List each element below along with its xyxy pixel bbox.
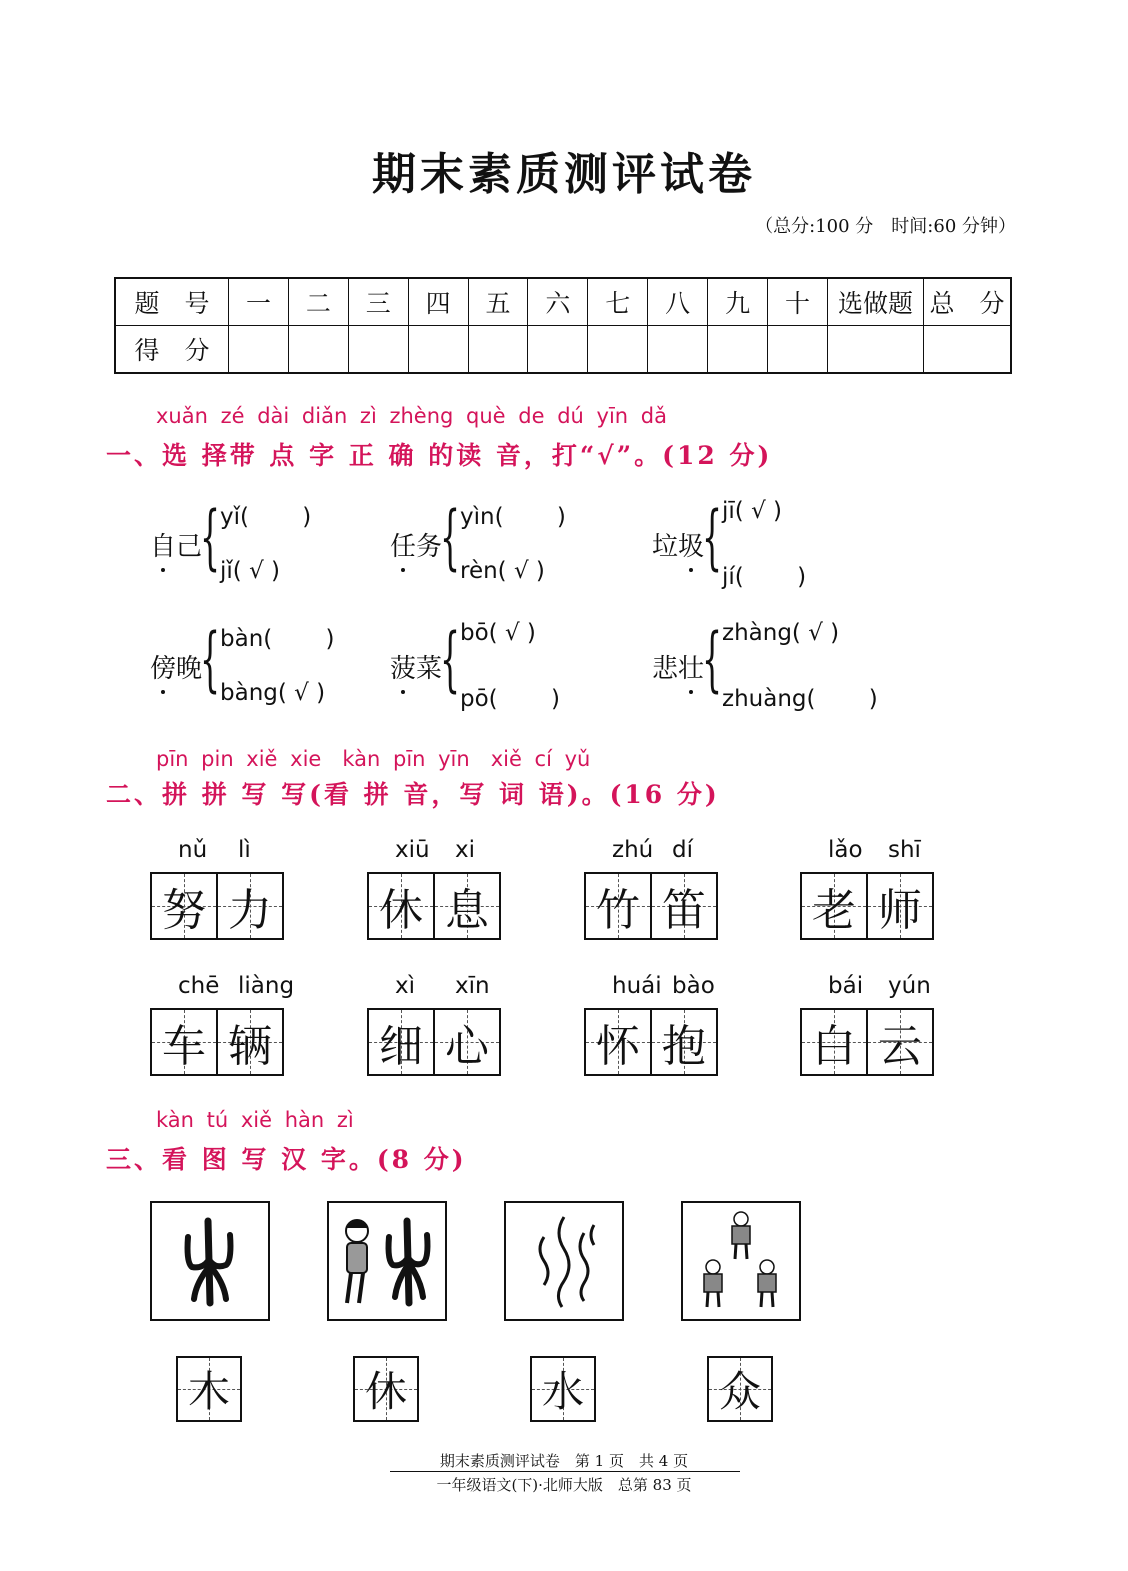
score-input-cell[interactable] bbox=[528, 326, 588, 374]
answer-char: 休 bbox=[379, 885, 423, 936]
score-header-cell: 总 分 bbox=[924, 278, 1012, 326]
score-input-cell[interactable] bbox=[924, 326, 1012, 374]
word-char: 菠 bbox=[390, 654, 417, 684]
answer-char: 竹 bbox=[596, 885, 640, 936]
tianzige-cell[interactable] bbox=[802, 874, 866, 938]
tianzige-box[interactable] bbox=[150, 1008, 284, 1076]
score-header-cell: 二 bbox=[288, 278, 348, 326]
word-char: 菜 bbox=[416, 654, 443, 684]
answer-char: 白 bbox=[812, 1021, 856, 1072]
pinyin-syllable: zhú bbox=[612, 837, 654, 863]
answer-box[interactable] bbox=[353, 1356, 419, 1422]
word-item bbox=[652, 526, 704, 563]
word-item bbox=[390, 648, 442, 685]
pinyin-syllable: lì bbox=[238, 837, 251, 863]
pinyin-syllable: xiū bbox=[395, 837, 430, 863]
footer-divider bbox=[390, 1471, 740, 1472]
answer-box[interactable] bbox=[707, 1356, 773, 1422]
reading-option[interactable]: yìn( ) bbox=[460, 504, 566, 530]
tianzige-cell[interactable] bbox=[586, 874, 650, 938]
answer-char: 车 bbox=[162, 1021, 206, 1072]
word-char: 晚 bbox=[176, 654, 203, 684]
answer-char: 老 bbox=[812, 885, 856, 936]
word-char: 圾 bbox=[678, 532, 705, 562]
score-input-cell[interactable] bbox=[229, 326, 289, 374]
score-table-header-row bbox=[115, 278, 1011, 326]
answer-char: 力 bbox=[228, 885, 272, 936]
reading-option[interactable]: jī( √ ) bbox=[722, 498, 783, 524]
tianzige-box[interactable] bbox=[584, 1008, 718, 1076]
score-input-cell[interactable] bbox=[648, 326, 708, 374]
tianzige-cell[interactable] bbox=[802, 1010, 866, 1074]
reading-option[interactable]: pō( ) bbox=[460, 686, 560, 712]
answer-char: 息 bbox=[445, 885, 489, 936]
score-header-cell: 九 bbox=[708, 278, 768, 326]
score-input-cell[interactable] bbox=[288, 326, 348, 374]
score-header-cell: 六 bbox=[528, 278, 588, 326]
word-item bbox=[150, 526, 202, 563]
score-header-cell: 五 bbox=[468, 278, 528, 326]
pinyin-syllable: shī bbox=[888, 837, 921, 863]
answer-char: 云 bbox=[878, 1021, 922, 1072]
reading-option[interactable]: jǐ( √ ) bbox=[220, 558, 281, 584]
pinyin-syllable: liàng bbox=[238, 973, 295, 999]
answer-box[interactable] bbox=[530, 1356, 596, 1422]
score-input-cell[interactable] bbox=[828, 326, 924, 374]
score-header-cell: 选做题 bbox=[828, 278, 924, 326]
answer-char: 休 bbox=[364, 1367, 407, 1416]
tianzige-cell[interactable] bbox=[216, 1010, 282, 1074]
tianzige-cell[interactable] bbox=[650, 1010, 716, 1074]
answer-char: 辆 bbox=[228, 1021, 272, 1072]
word-item bbox=[652, 648, 704, 685]
tianzige-cell[interactable] bbox=[216, 874, 282, 938]
score-input-cell[interactable] bbox=[348, 326, 408, 374]
answer-char: 师 bbox=[878, 885, 922, 936]
section2-pinyin: pīn pin xiě xie kàn pīn yīn xiě cí yǔ bbox=[156, 747, 591, 771]
word-char: 自 bbox=[150, 532, 177, 562]
answer-char: 心 bbox=[445, 1021, 489, 1072]
tianzige-cell[interactable] bbox=[433, 874, 499, 938]
score-row-label: 得 分 bbox=[115, 326, 229, 374]
score-input-cell[interactable] bbox=[408, 326, 468, 374]
answer-char: 众 bbox=[718, 1367, 761, 1416]
pinyin-syllable: xì bbox=[395, 973, 416, 999]
tianzige-cell[interactable] bbox=[866, 1010, 932, 1074]
word-char: 壮 bbox=[678, 654, 705, 684]
answer-char: 努 bbox=[162, 885, 206, 936]
tianzige-box[interactable] bbox=[800, 872, 934, 940]
pinyin-syllable: xīn bbox=[455, 973, 490, 999]
answer-box[interactable] bbox=[176, 1356, 242, 1422]
score-header-cell: 三 bbox=[348, 278, 408, 326]
pinyin-syllable: huái bbox=[612, 973, 662, 999]
score-input-cell[interactable] bbox=[708, 326, 768, 374]
reading-option[interactable]: bàn( ) bbox=[220, 626, 335, 652]
score-header-cell: 一 bbox=[229, 278, 289, 326]
footer-line2: 一年级语文(下)·北师大版 总第 83 页 bbox=[436, 1476, 692, 1494]
tianzige-box[interactable] bbox=[584, 872, 718, 940]
tianzige-box[interactable] bbox=[800, 1008, 934, 1076]
reading-option[interactable]: bō( √ ) bbox=[460, 620, 536, 646]
tianzige-cell[interactable] bbox=[650, 874, 716, 938]
pinyin-syllable: yún bbox=[888, 973, 931, 999]
pinyin-syllable: nǔ bbox=[178, 837, 208, 863]
pinyin-syllable: bào bbox=[672, 973, 715, 999]
score-header-cell: 十 bbox=[768, 278, 828, 326]
reading-option[interactable]: jí( ) bbox=[722, 564, 807, 590]
section3-pinyin: kàn tú xiě hàn zì bbox=[156, 1108, 354, 1132]
brace: { bbox=[440, 496, 461, 578]
answer-char: 怀 bbox=[596, 1021, 640, 1072]
tianzige-cell[interactable] bbox=[369, 874, 433, 938]
reading-option[interactable]: zhuàng( ) bbox=[722, 686, 878, 712]
pinyin-syllable: chē bbox=[178, 973, 220, 999]
exam-meta: （总分:100 分 时间:60 分钟） bbox=[755, 216, 1016, 237]
score-header-cell: 题 号 bbox=[115, 278, 229, 326]
pictograph-wood-image bbox=[150, 1201, 270, 1321]
section3-heading: 三、看 图 写 汉 字。(8 分) bbox=[106, 1145, 467, 1174]
tianzige-cell[interactable] bbox=[433, 1010, 499, 1074]
answer-char: 木 bbox=[187, 1367, 230, 1416]
three-people-image bbox=[681, 1201, 801, 1321]
score-header-cell: 四 bbox=[408, 278, 468, 326]
answer-char: 抱 bbox=[662, 1021, 706, 1072]
tianzige-cell[interactable] bbox=[152, 1010, 216, 1074]
score-table bbox=[114, 277, 1012, 374]
pinyin-syllable: lǎo bbox=[828, 837, 863, 863]
word-char: 任 bbox=[390, 532, 417, 562]
answer-char: 水 bbox=[541, 1367, 584, 1416]
brace: { bbox=[702, 618, 723, 700]
reading-option[interactable]: bàng( √ ) bbox=[220, 680, 326, 706]
word-item bbox=[390, 526, 442, 563]
brace: { bbox=[200, 496, 221, 578]
word-char: 悲 bbox=[652, 654, 679, 684]
tianzige-box[interactable] bbox=[367, 872, 501, 940]
pinyin-syllable: dí bbox=[672, 837, 693, 863]
word-char: 垃 bbox=[652, 532, 679, 562]
brace: { bbox=[440, 618, 461, 700]
score-header-cell: 七 bbox=[588, 278, 648, 326]
word-char: 务 bbox=[416, 532, 443, 562]
word-char: 傍 bbox=[150, 654, 177, 684]
tianzige-box[interactable] bbox=[150, 872, 284, 940]
page-title: 期末素质测评试卷 bbox=[372, 149, 756, 200]
score-input-cell[interactable] bbox=[768, 326, 828, 374]
score-input-cell[interactable] bbox=[588, 326, 648, 374]
score-table-score-row bbox=[115, 326, 1011, 374]
answer-char: 笛 bbox=[662, 885, 706, 936]
tianzige-cell[interactable] bbox=[866, 874, 932, 938]
section2-heading: 二、拼 拼 写 写(看 拼 音，写 词 语)。(16 分) bbox=[106, 780, 720, 809]
word-char: 己 bbox=[176, 532, 203, 562]
section1-pinyin: xuǎn zé dài diǎn zì zhèng què de dú yīn dǎ bbox=[156, 404, 667, 428]
brace: { bbox=[702, 496, 723, 578]
footer-line1: 期末素质测评试卷 第 1 页 共 4 页 bbox=[439, 1452, 689, 1470]
score-header-cell: 八 bbox=[648, 278, 708, 326]
reading-option[interactable]: rèn( √ ) bbox=[460, 558, 545, 584]
pinyin-syllable: bái bbox=[828, 973, 864, 999]
brace: { bbox=[200, 618, 221, 700]
person-tree-image bbox=[327, 1201, 447, 1321]
reading-option[interactable]: zhàng( √ ) bbox=[722, 620, 840, 646]
score-input-cell[interactable] bbox=[468, 326, 528, 374]
tianzige-box[interactable] bbox=[367, 1008, 501, 1076]
word-item bbox=[150, 648, 202, 685]
answer-char: 细 bbox=[379, 1021, 423, 1072]
pinyin-syllable: xi bbox=[455, 837, 476, 863]
pictograph-water-image bbox=[504, 1201, 624, 1321]
section1-heading: 一、选 择带 点 字 正 确 的读 音，打“√”。(12 分) bbox=[106, 441, 773, 470]
tianzige-cell[interactable] bbox=[586, 1010, 650, 1074]
reading-option[interactable]: yǐ( ) bbox=[220, 504, 312, 530]
tianzige-cell[interactable] bbox=[369, 1010, 433, 1074]
tianzige-cell[interactable] bbox=[152, 874, 216, 938]
